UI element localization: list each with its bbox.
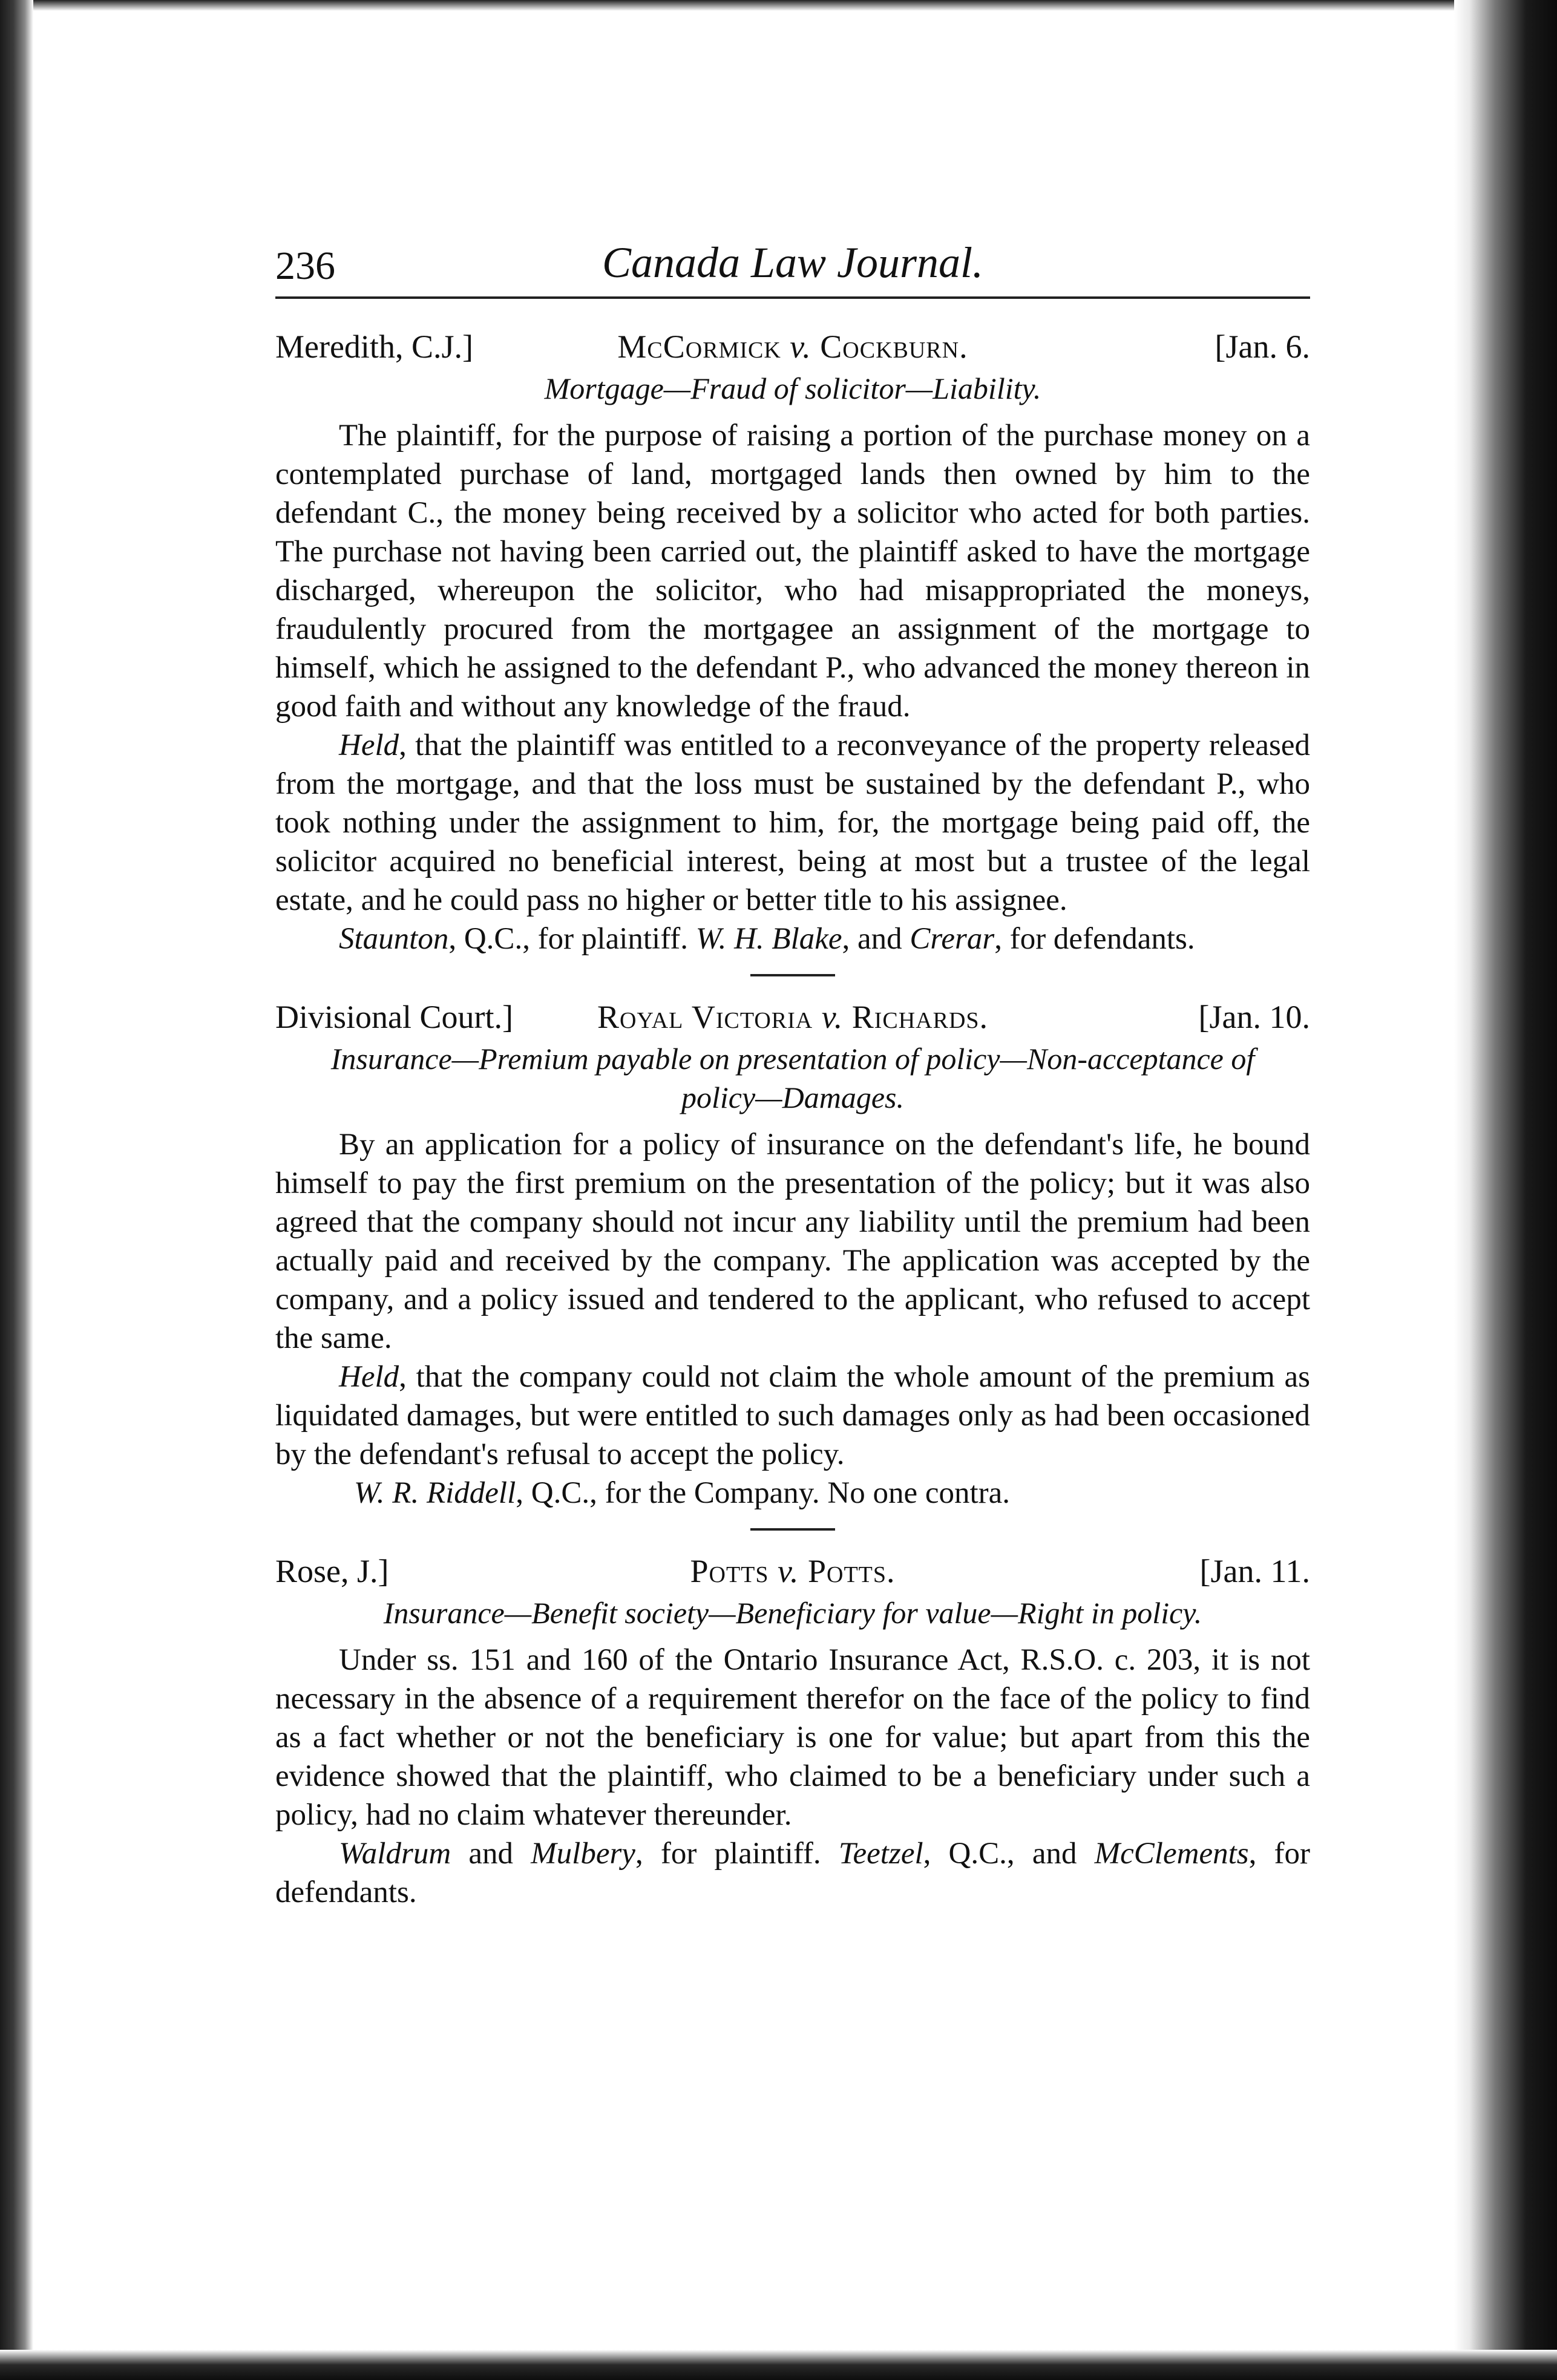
defendant-name: Cockburn.	[820, 329, 968, 365]
case-heading	[275, 992, 1310, 1039]
case-title	[275, 1552, 1310, 1590]
case-mccormick-v-cockburn	[275, 322, 1310, 958]
versus: v.	[778, 1553, 799, 1589]
plaintiff-name: McCormick	[617, 329, 781, 365]
headnote: Mortgage—Fraud of solicitor—Liability.	[544, 371, 1041, 405]
plaintiff-name: Royal Victoria	[597, 999, 813, 1035]
case-potts-v-potts	[275, 1546, 1310, 1912]
headnote: Insurance—Benefit society—Beneficiary for value—Right in policy.	[383, 1596, 1202, 1630]
plaintiff-name: Potts	[690, 1553, 769, 1589]
case-heading	[275, 322, 1310, 369]
case-date: [Jan. 6.	[1214, 329, 1310, 365]
case-title	[275, 998, 1310, 1036]
facts-paragraph: By an application for a policy of insurance on the defendant's life, he bound himself to pay the first premium on the presentation of the policy; but it was also agreed that the company should not incur any liability until the premium had been actually paid and received by the company. The application was accepted by the company, and a policy issued and tendered to the applicant, who refused to accept the same.	[275, 1128, 1310, 1355]
holding-paragraph: Held, that the plaintiff was entitled to a reconveyance of the property released from the mortgage, and that the loss must be sustained by the defendant P., who took nothing under the assignment to him, for, the mortgage being paid off, the solicitor acquired no beneficial interest, being at most but a trustee of the legal estate, and he could pass no higher or better title to his assignee.	[275, 728, 1310, 917]
scan-border-top	[0, 0, 1557, 11]
case-title	[275, 328, 1310, 365]
case-royal-victoria-v-richards	[275, 992, 1310, 1512]
counsel-paragraph: Waldrum and Mulbery, for plaintiff. Teetzel, Q.C., and McClements, for defendants.	[275, 1837, 1311, 1909]
case-date: [Jan. 11.	[1199, 1553, 1310, 1589]
counsel-paragraph: Staunton, Q.C., for plaintiff. W. H. Blake, and Crerar, for defendants.	[339, 922, 1195, 956]
section-divider	[750, 974, 835, 976]
judge: Meredith, C.J.]	[275, 329, 473, 365]
headnote: Insurance—Premium payable on presentation of policy—Non-acceptance of policy—Damages.	[330, 1042, 1255, 1114]
held-label: Held	[339, 728, 399, 762]
judge: Divisional Court.]	[275, 999, 513, 1035]
defendant-name: Potts.	[807, 1553, 896, 1589]
facts-paragraph: The plaintiff, for the purpose of raising a portion of the purchase money on a contemplated purchase of land, mortgaged lands then owned by him to the defendant C., the money being received by a solicitor who acted for both parties. The purchase not having been carried out, the plaintiff asked to have the mortgage discharged, whereupon the solicitor, who had misappropriated the moneys, fraudulently procured from the mortgagee an assignment of the mortgage to himself, which he assigned to the defendant P., who advanced the money thereon in good faith and without any knowledge of the fraud.	[275, 419, 1310, 724]
counsel-paragraph: W. R. Riddell, Q.C., for the Company. No one contra.	[354, 1476, 1011, 1510]
scan-border-left	[0, 0, 33, 2380]
case-date: [Jan. 10.	[1198, 999, 1310, 1035]
scan-border-bottom	[0, 2350, 1557, 2380]
defendant-name: Richards.	[851, 999, 989, 1035]
page-number: 236	[275, 244, 335, 288]
journal-page	[275, 230, 1310, 2045]
scan-border-right	[1454, 0, 1557, 2380]
journal-title: Canada Law Journal.	[601, 238, 984, 287]
section-divider	[750, 1528, 835, 1531]
held-label: Held	[339, 1360, 399, 1394]
holding-paragraph: Held, that the company could not claim the whole amount of the premium as liquidated damages, but were entitled to such damages only as had been occasioned by the defendant's refusal to accept the policy.	[275, 1360, 1310, 1471]
running-head	[275, 230, 1310, 299]
versus: v.	[790, 329, 811, 365]
case-heading	[275, 1546, 1310, 1594]
versus: v.	[821, 999, 844, 1035]
facts-paragraph: Under ss. 151 and 160 of the Ontario Insurance Act, R.S.O. c. 203, it is not necessary in the absence of a requirement therefor on the face of the policy to find as a fact whether or not the beneficiary is one for value; but apart from this the evidence showed that the plaintiff, who claimed to be a beneficiary under such a policy, had no claim whatever thereunder.	[275, 1643, 1310, 1832]
judge: Rose, J.]	[275, 1553, 389, 1589]
